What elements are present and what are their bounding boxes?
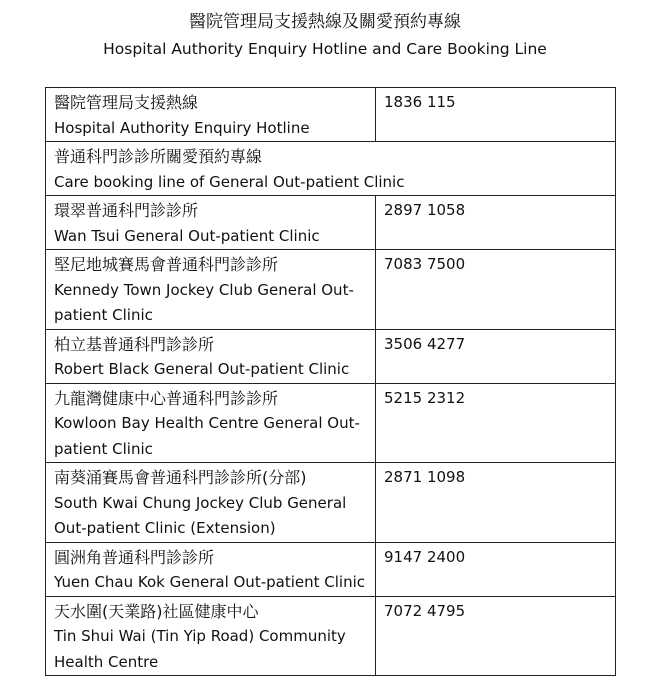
phone-number: 1836 115 — [384, 93, 456, 111]
chinese-name: 南葵涌賽馬會普通科門診診所(分部) — [54, 468, 307, 487]
table-row — [46, 196, 616, 250]
chinese-name: 柏立基普通科門診診所 — [54, 334, 215, 354]
table-row — [46, 542, 616, 596]
english-name: Robert Black General Out-patient Clinic — [54, 360, 350, 378]
section-header-cell — [46, 142, 616, 196]
english-name: Hospital Authority Enquiry Hotline — [54, 118, 310, 137]
name-cell — [46, 196, 376, 250]
chinese-name: 醫院管理局支援熱線 — [54, 93, 199, 112]
phone-cell — [376, 596, 616, 676]
english-name: Yuen Chau Kok General Out-patient Clinic — [54, 573, 365, 591]
hotline-table — [45, 87, 616, 676]
table-row — [46, 329, 616, 383]
chinese-name: 圓洲角普通科門診診所 — [54, 547, 215, 567]
chinese-name: 天水圍(天業路)社區健康中心 — [54, 601, 259, 621]
english-name: Tin Shui Wai (Tin Yip Road) Community Health Centre — [54, 627, 346, 671]
phone-number: 7083 7500 — [384, 255, 466, 273]
phone-number: 3506 4277 — [384, 334, 466, 353]
english-name: Care booking line of General Out-patient Clinic — [54, 172, 405, 191]
table-row — [46, 383, 616, 463]
english-name: Wan Tsui General Out-patient Clinic — [54, 226, 320, 245]
name-cell — [46, 463, 376, 543]
english-name: South Kwai Chung Jockey Club General Out-patient Clinic (Extension) — [54, 493, 347, 537]
name-cell — [46, 329, 376, 383]
page-title-chinese: 醫院管理局支援熱線及關愛預約專線 — [189, 12, 461, 32]
phone-cell — [376, 250, 616, 330]
name-cell — [46, 250, 376, 330]
phone-number: 2897 1058 — [384, 201, 466, 219]
page-title-english: Hospital Authority Enquiry Hotline and Care Booking Line — [103, 40, 547, 58]
phone-number: 9147 2400 — [384, 547, 466, 566]
table-row — [46, 250, 616, 330]
phone-number: 5215 2312 — [384, 388, 466, 407]
name-cell — [46, 596, 376, 676]
phone-cell — [376, 463, 616, 543]
phone-cell — [376, 542, 616, 596]
english-name: Kowloon Bay Health Centre General Out-patient Clinic — [54, 414, 360, 458]
phone-cell — [376, 383, 616, 463]
chinese-name: 九龍灣健康中心普通科門診診所 — [54, 388, 279, 408]
name-cell — [46, 542, 376, 596]
phone-cell — [376, 329, 616, 383]
table-row — [46, 463, 616, 543]
name-cell — [46, 88, 376, 142]
phone-number: 7072 4795 — [384, 601, 466, 620]
table-row — [46, 596, 616, 676]
table-row-section-header — [46, 142, 616, 196]
english-name: Kennedy Town Jockey Club General Out-patient Clinic — [54, 280, 354, 324]
name-cell — [46, 383, 376, 463]
phone-number: 2871 1098 — [384, 468, 466, 486]
phone-cell — [376, 196, 616, 250]
chinese-name: 環翠普通科門診診所 — [54, 201, 199, 220]
phone-cell — [376, 88, 616, 142]
table-row — [46, 88, 616, 142]
chinese-name: 堅尼地城賽馬會普通科門診診所 — [54, 255, 279, 274]
chinese-name: 普通科門診診所關愛預約專線 — [54, 147, 263, 166]
